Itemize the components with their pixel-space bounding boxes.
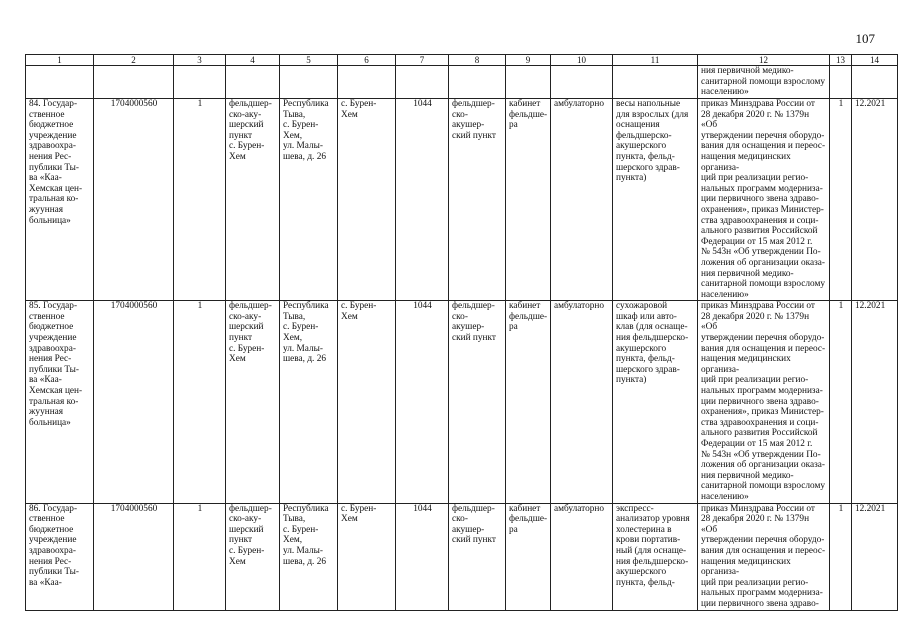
empty-cell [852,66,898,99]
date-cell: 12.2021 [852,503,898,610]
column-number: 9 [506,55,551,66]
column-number: 1 [26,55,94,66]
population-cell: 1044 [396,301,449,503]
empty-cell [226,66,280,99]
room-cell: кабинет фельдше- ра [506,99,551,301]
population-cell: 1044 [396,503,449,610]
count-cell: 1 [174,503,226,610]
code-cell: 1704000560 [94,99,174,301]
unit-cell: фельдшер- ско-аку- шерский пункт с. Бурен- Хем [226,503,280,610]
continuation-row [26,66,898,99]
quantity-cell: 1 [830,301,852,503]
quantity-cell: 1 [830,503,852,610]
empty-cell [613,66,698,99]
address-cell: Республика Тыва, с. Бурен- Хем, ул. Малы- шева, д. 26 [280,503,338,610]
empty-cell [449,66,506,99]
table-row [26,301,898,503]
date-cell: 12.2021 [852,99,898,301]
equipment-cell: весы напольные для взрослых (для оснащения фельдшерско- акушерского пункта, фельд- шерского здрав- пункта) [613,99,698,301]
empty-cell [551,66,613,99]
organization-cell: 84. Государ- ственное бюджетное учреждение здравоохра- нения Рес- публики Ты- ва «Каа- Хемская цен- тральная ко- жуунная больница» [26,99,94,301]
regulation-cell: ния первичной медико- санитарной помощи взрослому населению» [698,66,830,99]
count-cell: 1 [174,99,226,301]
equipment-cell: экспресс- анализатор уровня холестерина в крови портатив- ный (для оснаще- ния фельдшерско- акушерского пункта, фельд- [613,503,698,610]
code-cell: 1704000560 [94,301,174,503]
empty-cell [830,66,852,99]
count-cell: 1 [174,301,226,503]
regulation-cell: приказ Минздрава России от 28 декабря 2020 г. № 1379н «Об утверждении перечня оборудо- вания для оснащения и переос- нащения медицинских организа- ций при реализации регио- нальных программ модерниза- ции первичного звена здраво- [698,503,830,610]
population-cell: 1044 [396,99,449,301]
column-number: 8 [449,55,506,66]
empty-cell [338,66,396,99]
column-number: 13 [830,55,852,66]
settlement-cell: с. Бурен- Хем [338,99,396,301]
column-number: 3 [174,55,226,66]
care-type-cell: амбулаторно [551,503,613,610]
address-cell: Республика Тыва, с. Бурен- Хем, ул. Малы- шева, д. 26 [280,301,338,503]
column-number: 4 [226,55,280,66]
column-number: 11 [613,55,698,66]
column-number: 14 [852,55,898,66]
column-number: 12 [698,55,830,66]
facility-cell: фельдшер- ско- акушер- ский пункт [449,99,506,301]
regulation-cell: приказ Минздрава России от 28 декабря 2020 г. № 1379н «Об утверждении перечня оборудо- вания для оснащения и переос- нащения медицинских организа- ций при реализации регио- нальных программ модерниза- ции первичного звена здраво- охранения», приказ Министер- ства здравоохранения и соци- ального развития Российской Федерации от 15 мая 2012 г. № 543н «Об утверждении По- ложения об организации оказа- ния первичной медико- санитарной помощи взрослому населению» [698,99,830,301]
empty-cell [280,66,338,99]
page-number: 107 [855,31,875,46]
column-number: 10 [551,55,613,66]
empty-cell [506,66,551,99]
organization-cell: 85. Государ- ственное бюджетное учреждение здравоохра- нения Рес- публики Ты- ва «Каа- Хемская цен- тральная ко- жуунная больница» [26,301,94,503]
column-number: 6 [338,55,396,66]
empty-cell [26,66,94,99]
care-type-cell: амбулаторно [551,99,613,301]
empty-cell [396,66,449,99]
address-cell: Республика Тыва, с. Бурен- Хем, ул. Малы- шева, д. 26 [280,99,338,301]
room-cell: кабинет фельдше- ра [506,503,551,610]
column-number: 7 [396,55,449,66]
empty-cell [94,66,174,99]
settlement-cell: с. Бурен- Хем [338,503,396,610]
table-row [26,503,898,610]
regulation-cell: приказ Минздрава России от 28 декабря 2020 г. № 1379н «Об утверждении перечня оборудо- вания для оснащения и переос- нащения медицинских организа- ций при реализации регио- нальных программ модерниза- ции первичного звена здраво- охранения», приказ Министер- ства здравоохранения и соци- ального развития Российской Федерации от 15 мая 2012 г. № 543н «Об утверждении По- ложения об организации оказа- ния первичной медико- санитарной помощи взрослому населению» [698,301,830,503]
care-type-cell: амбулаторно [551,301,613,503]
empty-cell [174,66,226,99]
date-cell: 12.2021 [852,301,898,503]
settlement-cell: с. Бурен- Хем [338,301,396,503]
column-number: 2 [94,55,174,66]
table-row [26,99,898,301]
organization-cell: 86. Государ- ственное бюджетное учреждение здравоохра- нения Рес- публики Ты- ва «Каа- [26,503,94,610]
equipment-cell: сухожаровой шкаф или авто- клав (для оснаще- ния фельдшерско- акушерского пункта, фельд- шерского здрав- пункта) [613,301,698,503]
quantity-cell: 1 [830,99,852,301]
code-cell: 1704000560 [94,503,174,610]
facility-cell: фельдшер- ско- акушер- ский пункт [449,301,506,503]
room-cell: кабинет фельдше- ра [506,301,551,503]
column-number: 5 [280,55,338,66]
unit-cell: фельдшер- ско-аку- шерский пункт с. Бурен- Хем [226,301,280,503]
facility-cell: фельдшер- ско- акушер- ский пункт [449,503,506,610]
unit-cell: фельдшер- ско-аку- шерский пункт с. Бурен- Хем [226,99,280,301]
column-number-row [26,55,898,66]
equipment-registry-table [25,54,898,611]
